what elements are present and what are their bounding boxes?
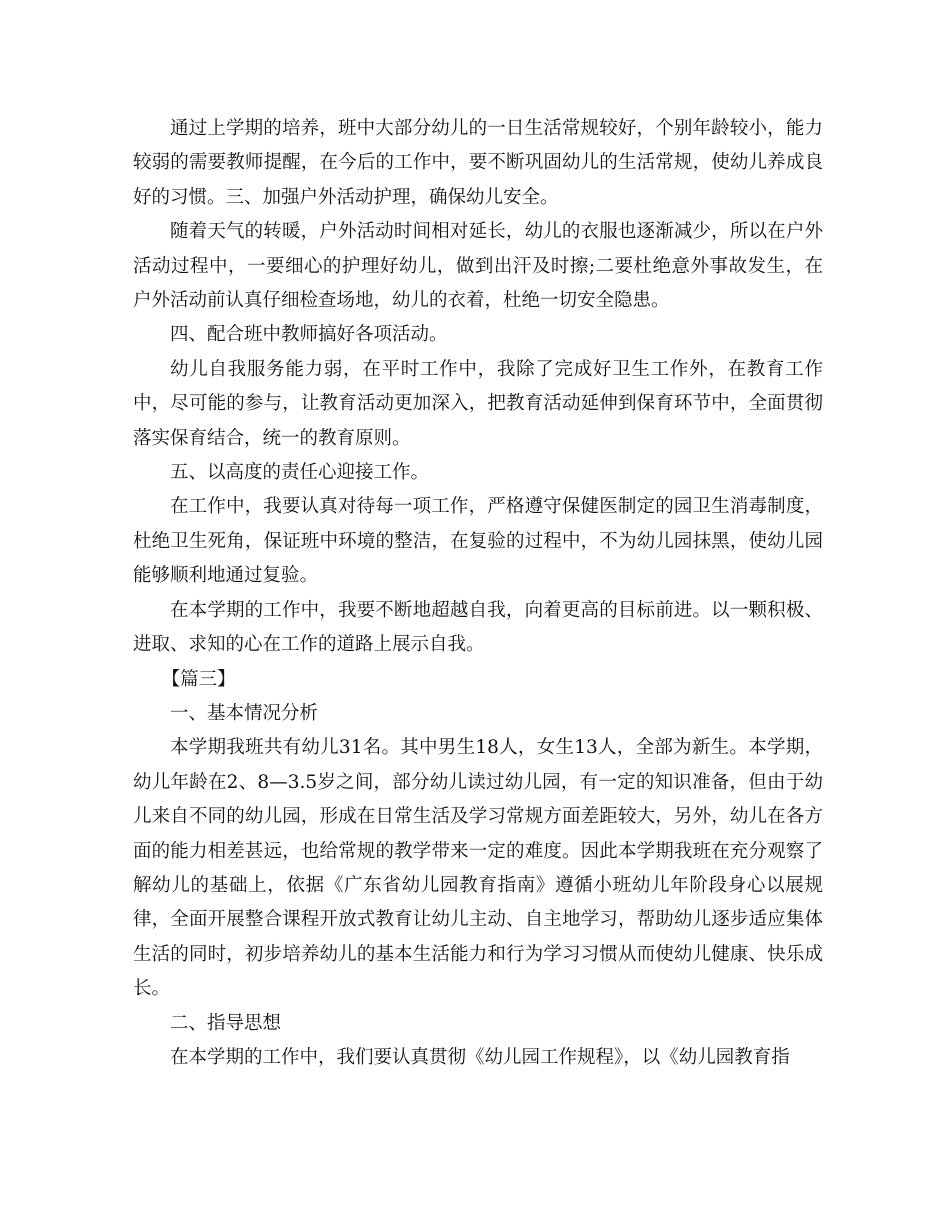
paragraph-outdoor-safety: 随着天气的转暖，户外活动时间相对延长，幼儿的衣服也逐渐减少，所以在户外活动过程中，一要细心的护理好幼儿，做到出汗及时擦;二要杜绝意外事故发生，在户外活动前认真仔细检查场地，幼儿的衣着，杜绝一切安全隐患。 xyxy=(133,221,823,312)
paragraph-self-service: 幼儿自我服务能力弱，在平时工作中，我除了完成好卫生工作外，在教育工作中，尽可能的参与，让教育活动更加深入，把教育活动延伸到保育环节中，全面贯彻落实保育结合，统一的教育原则。 xyxy=(133,358,823,449)
paragraph-class-situation: 本学期我班共有幼儿31名。其中男生18人，女生13人，全部为新生。本学期，幼儿年龄在2、8—3.5岁之间，部分幼儿读过幼儿园，有一定的知识准备，但由于幼儿来自不同的幼儿园，形成在日常生活及学习常规方面差距较大，另外，幼儿在各方面的能力相差甚远，也给常规的教学带来一定的难度。因此本学期我班在充分观察了解幼儿的基础上，依据《广东省幼儿园教育指南》遵循小班幼儿年阶段身心以展规律，全面开展整合课程开放式教育让幼儿主动、自主地学习，帮助幼儿逐步适应集体生活的同时，初步培养幼儿的基本生活能力和行为学习习惯从而使幼儿健康、快乐成长。 xyxy=(133,737,823,1000)
paragraph-hygiene-work: 在工作中，我要认真对待每一项工作，严格遵守保健医制定的园卫生消毒制度，杜绝卫生死角，保证班中环境的整洁，在复验的过程中，不为幼儿园抹黑，使幼儿园能够顺利地通过复验。 xyxy=(133,496,823,587)
document-body xyxy=(133,112,823,1075)
paragraph-routine-habits: 通过上学期的培养，班中大部分幼儿的一日生活常规较好，个别年龄较小，能力较弱的需要教师提醒，在今后的工作中，要不断巩固幼儿的生活常规，使幼儿养成良好的习惯。三、加强户外活动护理，确保幼儿安全。 xyxy=(133,118,823,208)
heading-basic-analysis: 一、基本情况分析 xyxy=(170,702,319,724)
heading-cooperate-activities: 四、配合班中教师搞好各项活动。 xyxy=(170,324,448,346)
paragraph-self-improvement: 在本学期的工作中，我要不断地超越自我，向着更高的目标前进。以一颗积极、进取、求知的心在工作的道路上展示自我。 xyxy=(133,599,823,656)
paragraph-guiding-ideology: 在本学期的工作中，我们要认真贯彻《幼儿园工作规程》，以《幼儿园教育指 xyxy=(170,1046,790,1068)
heading-responsibility: 五、以高度的责任心迎接工作。 xyxy=(170,462,430,484)
section-title-part-three: 【篇三】 xyxy=(161,668,236,690)
heading-guiding-ideology: 二、指导思想 xyxy=(170,1012,282,1034)
